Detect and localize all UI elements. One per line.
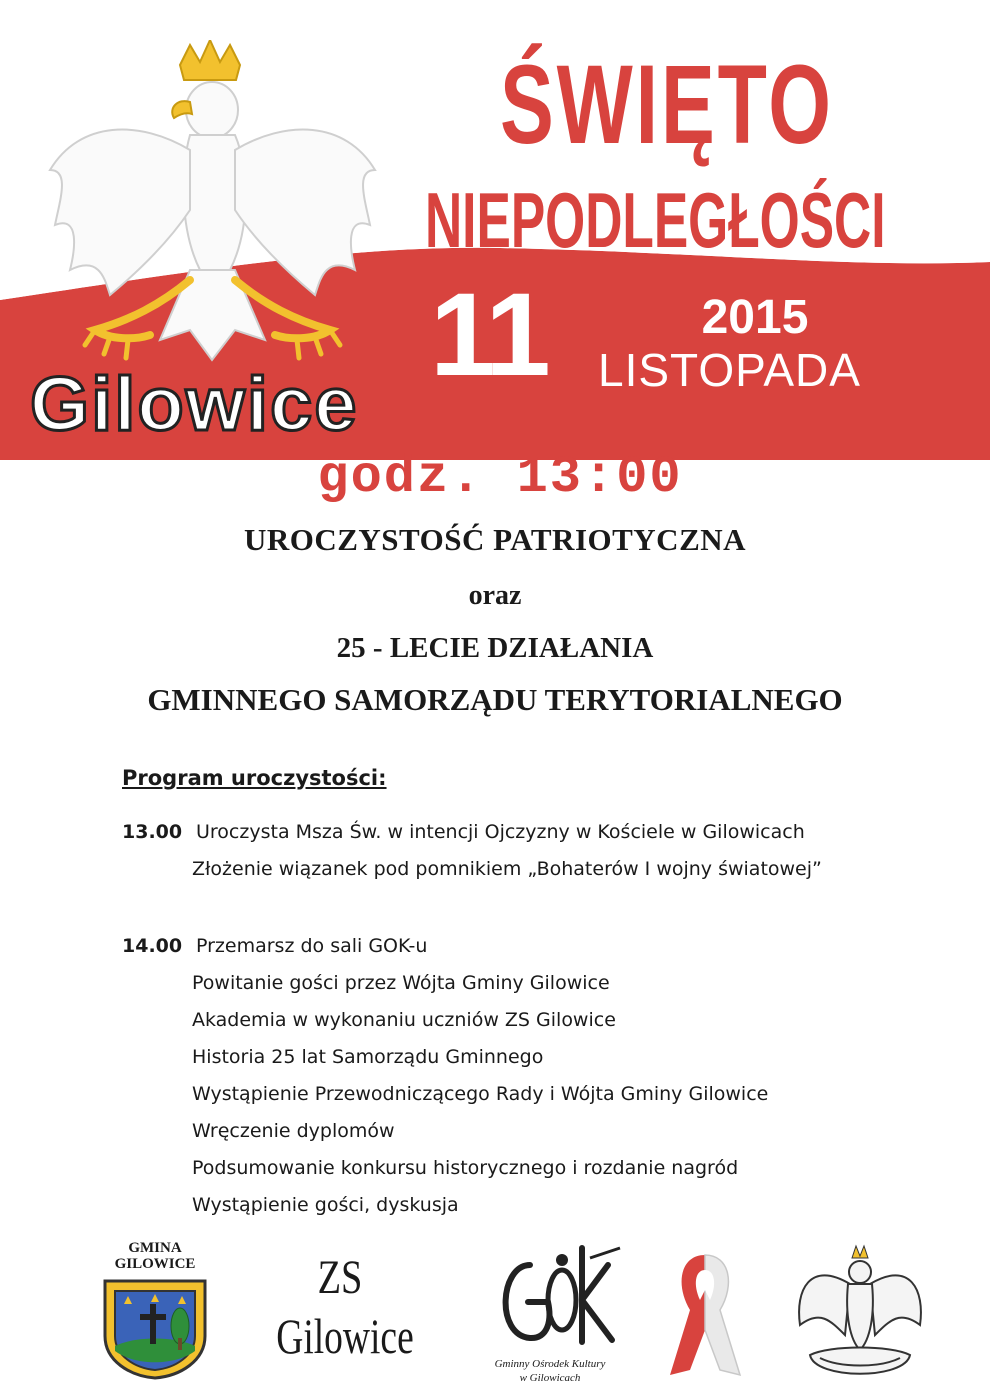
program-row [122,1076,962,1113]
event-hour: godz. 13:00 [317,448,683,507]
program-row [122,928,962,965]
program-row [122,1002,962,1039]
gmina-label-1: GMINA [128,1240,182,1256]
program-item: Przemarsz do sali GOK-u [196,935,428,957]
program-row [122,1113,962,1150]
program-row [122,1187,962,1224]
program-block-2 [122,928,962,1224]
logos-row [0,1230,990,1390]
program-block-1 [122,814,962,888]
zs-logo-line-2: Gilowice [276,1308,414,1364]
town-name: Gilowice [30,362,359,447]
gmina-coat-of-arms-icon [100,1276,210,1380]
program-item: Wystąpienie Przewodniczącego Rady i Wójta Gminy Gilowice [192,1083,769,1105]
gmina-label-2: GILOWICE [114,1256,196,1272]
date-month: LISTOPADA [598,344,861,396]
program-heading: Program uroczystości: [122,766,387,790]
gok-logo-icon [470,1240,630,1355]
program-item: Historia 25 lat Samorządu Gminnego [192,1046,544,1068]
program-row [122,851,962,888]
event-line-3: 25 - LECIE DZIAŁANIA [336,632,654,664]
title-swieto: ŚWIĘTO [500,42,834,167]
program-row [122,1039,962,1076]
zs-logo-line-1: ZS [317,1251,363,1304]
date-year: 2015 [701,291,809,344]
program-item: Wręczenie dyplomów [192,1120,395,1142]
event-line-1: UROCZYSTOŚĆ PATRIOTYCZNA [243,522,747,557]
ribbon-icon [660,1245,750,1385]
program-time: 14.00 [122,935,183,957]
military-eagle-icon [790,1240,930,1390]
gok-caption-1: Gminny Ośrodek Kultury [494,1358,606,1370]
gmina-logo [95,1240,215,1380]
event-line-2: oraz [468,580,522,611]
program-item: Akademia w wykonaniu uczniów ZS Gilowice [192,1009,616,1031]
date-day: 11 [430,269,547,401]
program-item: Wystąpienie gości, dyskusja [192,1194,459,1216]
program-time: 13.00 [122,821,183,843]
program-row [122,1150,962,1187]
program-item: Uroczysta Msza Św. w intencji Ojczyzny w Kościele w Gilowicach [196,821,805,843]
program-row [122,814,962,851]
program-row [122,965,962,1002]
gok-caption-2: w Gilowicach [519,1372,581,1384]
zs-logo [255,1250,425,1380]
gok-logo [470,1240,630,1390]
program-item: Złożenie wiązanek pod pomnikiem „Bohaterów I wojny światowej” [192,858,822,880]
program-item: Podsumowanie konkursu historycznego i rozdanie nagród [192,1157,739,1179]
title-niepodleglosci: NIEPODLEGŁOŚCI [425,176,886,264]
program-item: Powitanie gości przez Wójta Gminy Gilowice [192,972,610,994]
event-line-4: GMINNEGO SAMORZĄDU TERYTORIALNEGO [147,682,843,717]
